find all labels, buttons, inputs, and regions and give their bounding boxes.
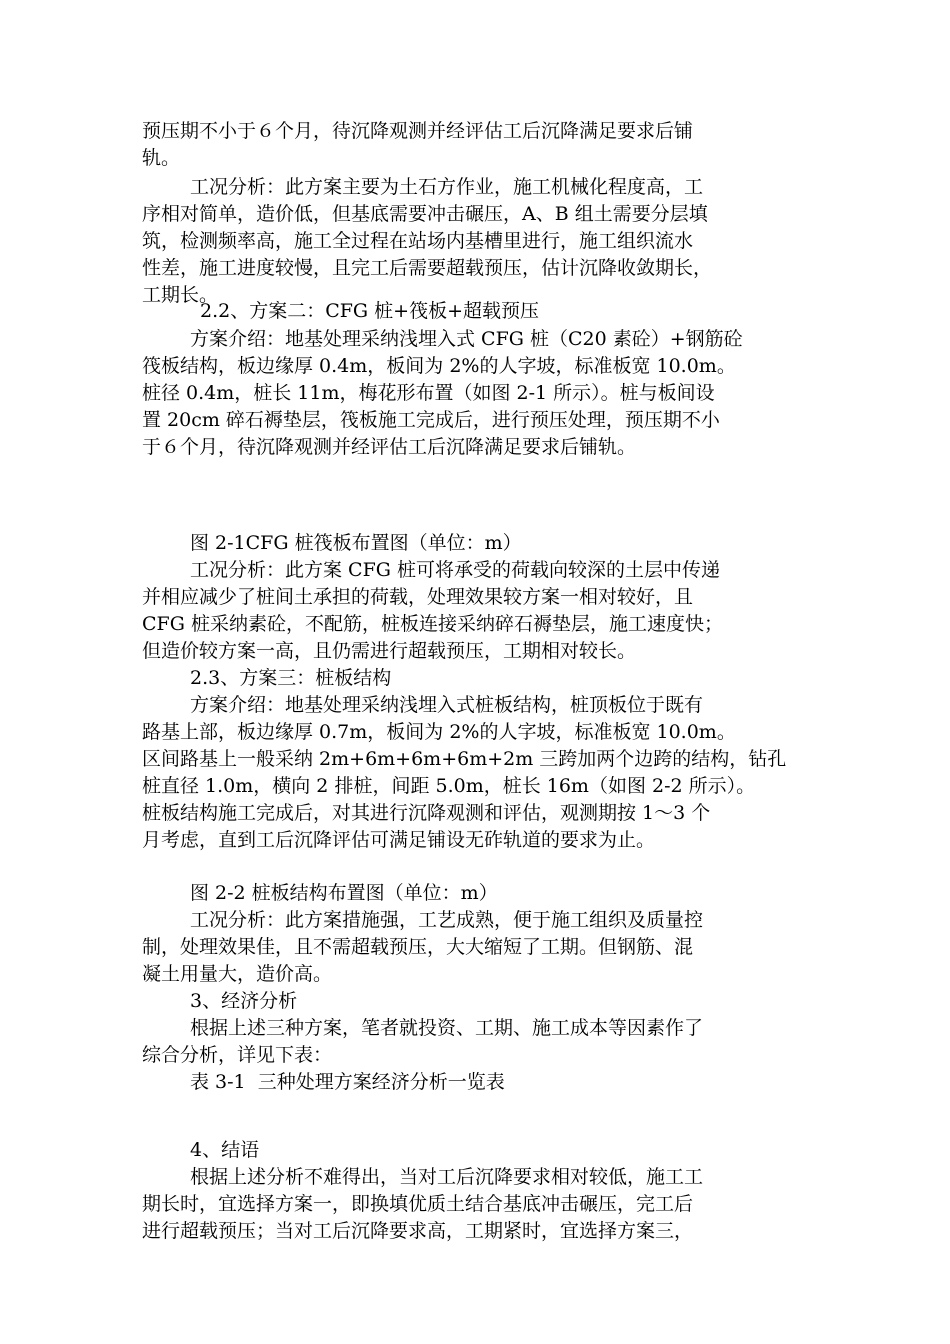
paragraph-line: 于６个月，待沉降观测并经评估工后沉降满足要求后铺轨。 [142,436,637,458]
paragraph-line: 月考虑，直到工后沉降评估可满足铺设无砟轨道的要求为止。 [142,829,656,851]
paragraph-line: 筑，检测频率高，施工全过程在站场内基槽里进行，施工组织流水 [142,230,694,252]
paragraph-line: 桩板结构施工完成后，对其进行沉降观测和评估，观测期按 1～3 个 [142,802,711,824]
paragraph-line: 置 20cm 碎石褥垫层，筏板施工完成后，进行预压处理，预压期不小 [142,409,720,431]
paragraph-line: 综合分析，详见下表： [142,1044,333,1066]
section-heading: 2.3、方案三：桩板结构 [190,667,392,689]
paragraph-line: 工况分析：此方案措施强，工艺成熟，便于施工组织及质量控 [190,909,704,931]
paragraph-line: 工期长。 [142,284,219,306]
paragraph-line: 进行超载预压；当对工后沉降要求高，工期紧时，宜选择方案三， [142,1220,694,1242]
paragraph-line: 预压期不小于６个月，待沉降观测并经评估工后沉降满足要求后铺 [142,120,694,142]
paragraph-line: 凝土用量大，造价高。 [142,963,333,985]
paragraph-line: 工况分析：此方案 CFG 桩可将承受的荷载向较深的土层中传递 [190,559,720,581]
paragraph-line: 制，处理效果佳，且不需超载预压，大大缩短了工期。但钢筋、混 [142,936,694,958]
table-caption: 表 3-1 三种处理方案经济分析一览表 [190,1071,505,1093]
paragraph-line: 区间路基上一般采纳 2m+6m+6m+6m+2m 三跨加两个边跨的结构，钻孔 [142,748,787,770]
paragraph-line: CFG 桩采纳素砼，不配筋，桩板连接采纳碎石褥垫层，施工速度快； [142,613,723,635]
paragraph-line: 根据上述三种方案，笔者就投资、工期、施工成本等因素作了 [190,1017,704,1039]
paragraph-line: 方案介绍：地基处理采纳浅埋入式桩板结构，桩顶板位于既有 [190,694,704,716]
paragraph-line: 桩径 0.4m，桩长 11m，梅花形布置（如图 2-1 所示）。桩与板间设 [142,382,715,404]
paragraph-line: 性差，施工进度较慢，且完工后需要超载预压，估计沉降收敛期长， [142,257,713,279]
figure-caption: 图 2-2 桩板结构布置图（单位：m） [190,882,498,904]
paragraph-line: 桩直径 1.0m，横向 2 排桩，间距 5.0m，桩长 16m（如图 2-2 所示）。 [142,775,756,797]
section-heading: 4、结语 [190,1139,260,1161]
paragraph-line: 筏板结构，板边缘厚 0.4m，板间为 2%的人字坡，标准板宽 10.0m。 [142,355,736,377]
figure-caption: 图 2-1CFG 桩筏板布置图（单位：m） [190,532,522,554]
paragraph-line: 工况分析：此方案主要为土石方作业，施工机械化程度高，工 [190,176,704,198]
paragraph-line: 但造价较方案一高，且仍需进行超载预压，工期相对较长。 [142,640,637,662]
paragraph-line: 并相应减少了桩间土承担的荷载，处理效果较方案一相对较好，且 [142,586,694,608]
paragraph-line: 期长时，宜选择方案一，即换填优质土结合基底冲击碾压，完工后 [142,1193,694,1215]
paragraph-line: 根据上述分析不难得出，当对工后沉降要求相对较低，施工工 [190,1166,704,1188]
section-heading: 2.2、方案二：CFG 桩+筏板+超载预压 [200,300,539,322]
paragraph-line: 序相对简单，造价低，但基底需要冲击碾压，A、B 组土需要分层填 [142,203,708,225]
section-heading: 3、经济分析 [190,990,298,1012]
paragraph-line: 轨。 [142,147,181,169]
paragraph-line: 路基上部，板边缘厚 0.7m，板间为 2%的人字坡，标准板宽 10.0m。 [142,721,736,743]
paragraph-line: 方案介绍：地基处理采纳浅埋入式 CFG 桩（C20 素砼）+钢筋砼 [190,328,743,350]
